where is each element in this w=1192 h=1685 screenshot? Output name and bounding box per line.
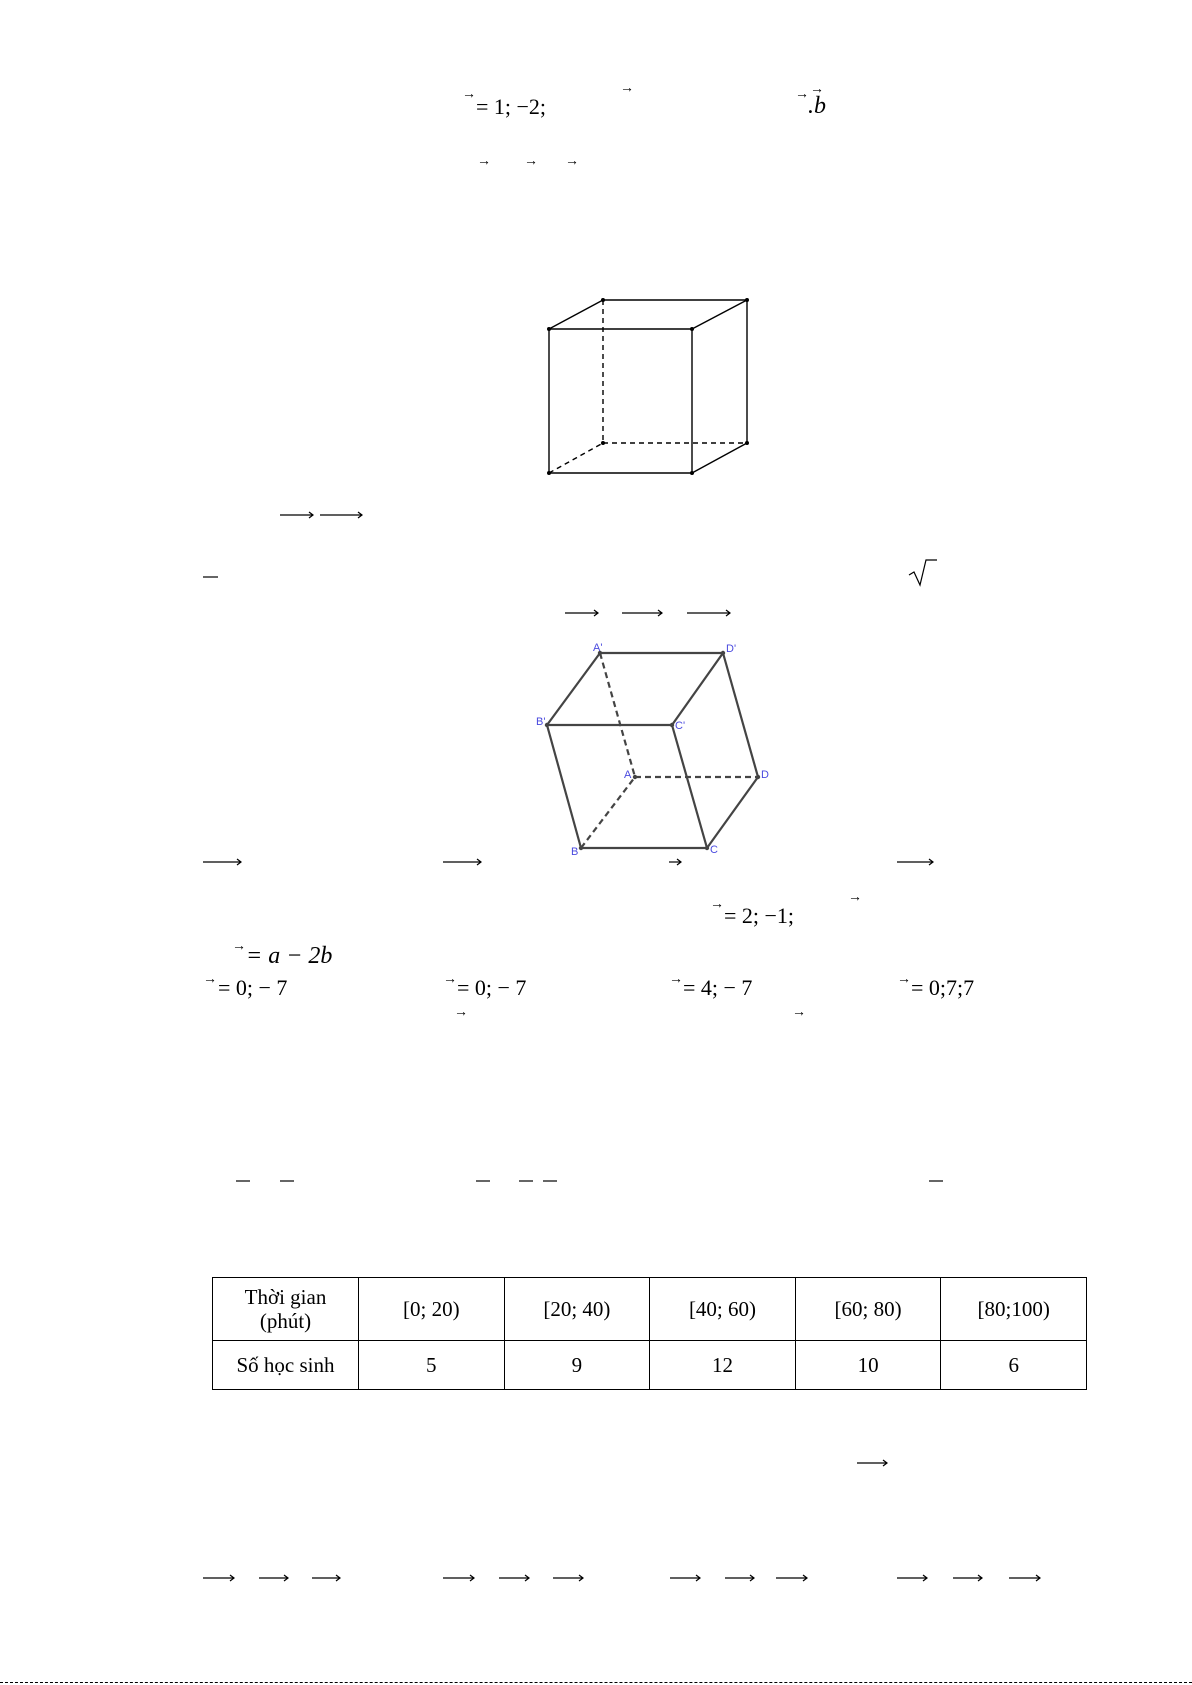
vector-arrow: →: [565, 154, 579, 169]
vector-arrow: →: [792, 1005, 806, 1020]
vertex-label-d-prime: D': [726, 643, 737, 655]
interval-cell: [20; 40): [504, 1278, 650, 1341]
count-cell: 9: [504, 1341, 650, 1390]
vector-arrow: →: [454, 1005, 468, 1020]
vector-arrow: →: [810, 82, 824, 97]
vector-arrow: →: [620, 81, 634, 96]
count-cell: 12: [650, 1341, 796, 1390]
vector-arrow: →: [848, 890, 862, 905]
option-b-value: = 0; − 7: [457, 975, 527, 1000]
table-row-label: Số học sinh: [213, 1341, 359, 1390]
header-label-line1: Thời gian: [244, 1284, 327, 1309]
table-header-row: [213, 1278, 1087, 1341]
count-cell: 10: [795, 1341, 941, 1390]
vector-arrow: →: [795, 87, 809, 102]
option-c-value: = 4; − 7: [683, 975, 753, 1000]
dot-product-b-term: .b: [808, 93, 826, 119]
interval-cell: [0; 20): [359, 1278, 505, 1341]
vector-a-coordinates: = 1; −2;: [476, 94, 547, 119]
vertex-label-d: D: [761, 769, 769, 781]
vector-arrow: →: [462, 87, 476, 102]
vector-arrow: →: [232, 939, 246, 954]
vector-expression: = a − 2b: [246, 943, 333, 969]
count-cell: 5: [359, 1341, 505, 1390]
vertex-label-a: A: [624, 769, 632, 781]
option-a-value: = 0; − 7: [218, 975, 288, 1000]
interval-cell: [80;100): [941, 1278, 1087, 1341]
vertex-label-c: C: [710, 844, 718, 856]
vector-arrow: →: [203, 972, 217, 987]
option-d-value: = 0;7;7: [911, 975, 975, 1000]
frequency-table: [212, 1277, 1087, 1390]
count-cell: 6: [941, 1341, 1087, 1390]
vector-arrow: →: [477, 154, 491, 169]
vertex-label-b-prime: B': [536, 716, 546, 728]
vertex-label-b: B: [571, 846, 579, 858]
page-bottom-divider: [0, 1682, 1192, 1683]
header-label-line2: (phút): [259, 1309, 312, 1333]
vector-arrow: →: [669, 972, 683, 987]
vector-arrow: →: [710, 897, 724, 912]
vertex-label-c-prime: C': [675, 720, 686, 732]
vector-arrow: →: [897, 972, 911, 987]
vector-arrow: →: [524, 154, 538, 169]
vector-coordinates-2: = 2; −1;: [724, 903, 795, 928]
vector-arrow: →: [443, 972, 457, 987]
table-row: [213, 1341, 1087, 1390]
interval-cell: [40; 60): [650, 1278, 796, 1341]
interval-cell: [60; 80): [795, 1278, 941, 1341]
table-header-label: [213, 1278, 359, 1341]
vertex-label-a-prime: A': [593, 642, 603, 654]
